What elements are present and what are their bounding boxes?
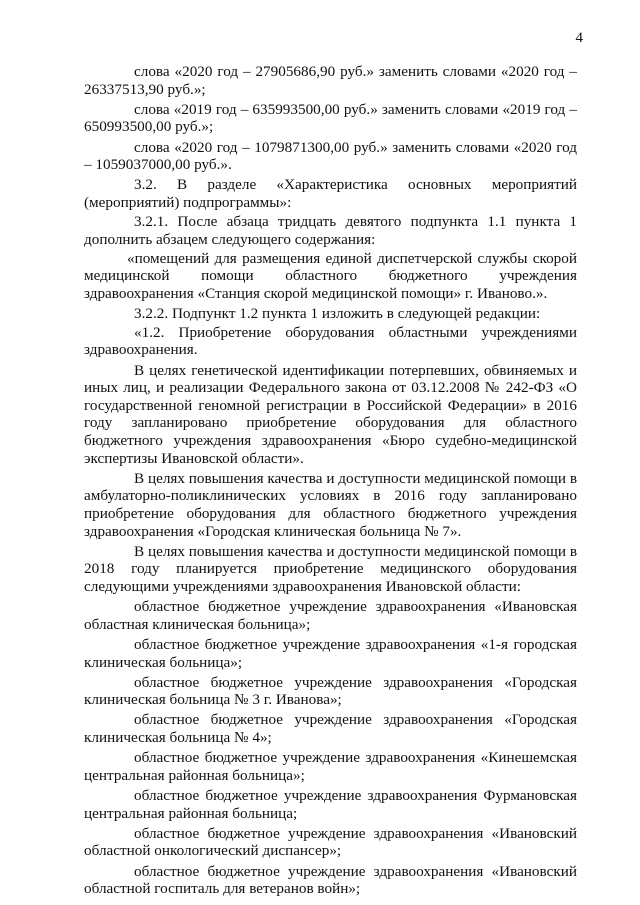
paragraph-replace-2020-first: слова «2020 год – 27905686,90 руб.» заменить словами «2020 год – 26337513,90 руб.»;	[84, 63, 577, 98]
paragraph-replace-2020-second: слова «2020 год – 1079871300,00 руб.» заменить словами «2020 год – 1059037000,00 руб.».	[84, 138, 577, 174]
list-item-institution: областное бюджетное учреждение здравоохранения «Городская клиническая больница № 4»;	[84, 711, 577, 747]
paragraph-2018-equipment: В целях повышения качества и доступности медицинской помощи в 2018 году планируется приобретение медицинского оборудования следующими учреждениями здравоохранения Ивановской области:	[84, 542, 577, 595]
list-item-institution: областное бюджетное учреждение здравоохранения «Ивановский областной госпиталь для ветеранов войн»;	[84, 862, 577, 898]
paragraph-quoted-addition: «помещений для размещения единой диспетчерской службы скорой медицинской помощи областного бюджетного учреждения здравоохранения «Станция скорой медицинской помощи» г. Иваново.».	[84, 249, 577, 302]
document-body	[84, 63, 577, 900]
list-item-institution: областное бюджетное учреждение здравоохранения «Кинешемская центральная районная больница»;	[84, 749, 577, 784]
paragraph-item-1-2: «1.2. Приобретение оборудования областными учреждениями здравоохранения.	[84, 323, 577, 359]
list-item-institution: областное бюджетное учреждение здравоохранения «Ивановский областной онкологический диспансер»;	[84, 824, 577, 860]
paragraph-replace-2019: слова «2019 год – 635993500,00 руб.» заменить словами «2019 год – 650993500,00 руб.»;	[84, 100, 577, 136]
paragraph-section-3-2: 3.2. В разделе «Характеристика основных мероприятий (мероприятий) подпрограммы»:	[84, 176, 577, 211]
paragraph-outpatient-equipment: В целях повышения качества и доступности медицинской помощи в амбулаторно-поликлинических условиях в 2016 году запланировано приобретение оборудования для областного бюджетного учреждения здравоохранения «Городская клиническая больница № 7».	[84, 469, 577, 540]
paragraph-section-3-2-2: 3.2.2. Подпункт 1.2 пункта 1 изложить в следующей редакции:	[134, 304, 541, 322]
list-item-institution: областное бюджетное учреждение здравоохранения Фурмановская центральная районная больница;	[84, 787, 577, 822]
list-item-institution: областное бюджетное учреждение здравоохранения «1-я городская клиническая больница»;	[84, 635, 577, 671]
list-item-institution: областное бюджетное учреждение здравоохранения «Городская клиническая больница № 3 г. Иванова»;	[84, 673, 577, 709]
paragraph-genetic-identification: В целях генетической идентификации потерпевших, обвиняемых и иных лиц, и реализации Федерального закона от 03.12.2008 № 242-ФЗ «О государственной геномной регистрации в Российской Федерации» в 2016 году запланировано приобретение оборудования для областного бюджетного учреждения здравоохранения «Бюро судебно-медицинской экспертизы Ивановской области».	[84, 361, 577, 467]
paragraph-section-3-2-1: 3.2.1. После абзаца тридцать девятого подпункта 1.1 пункта 1 дополнить абзацем следующего содержания:	[84, 212, 577, 248]
page-number: 4	[575, 30, 583, 46]
list-item-institution: областное бюджетное учреждение здравоохранения «Ивановская областная клиническая больница»;	[84, 598, 577, 633]
